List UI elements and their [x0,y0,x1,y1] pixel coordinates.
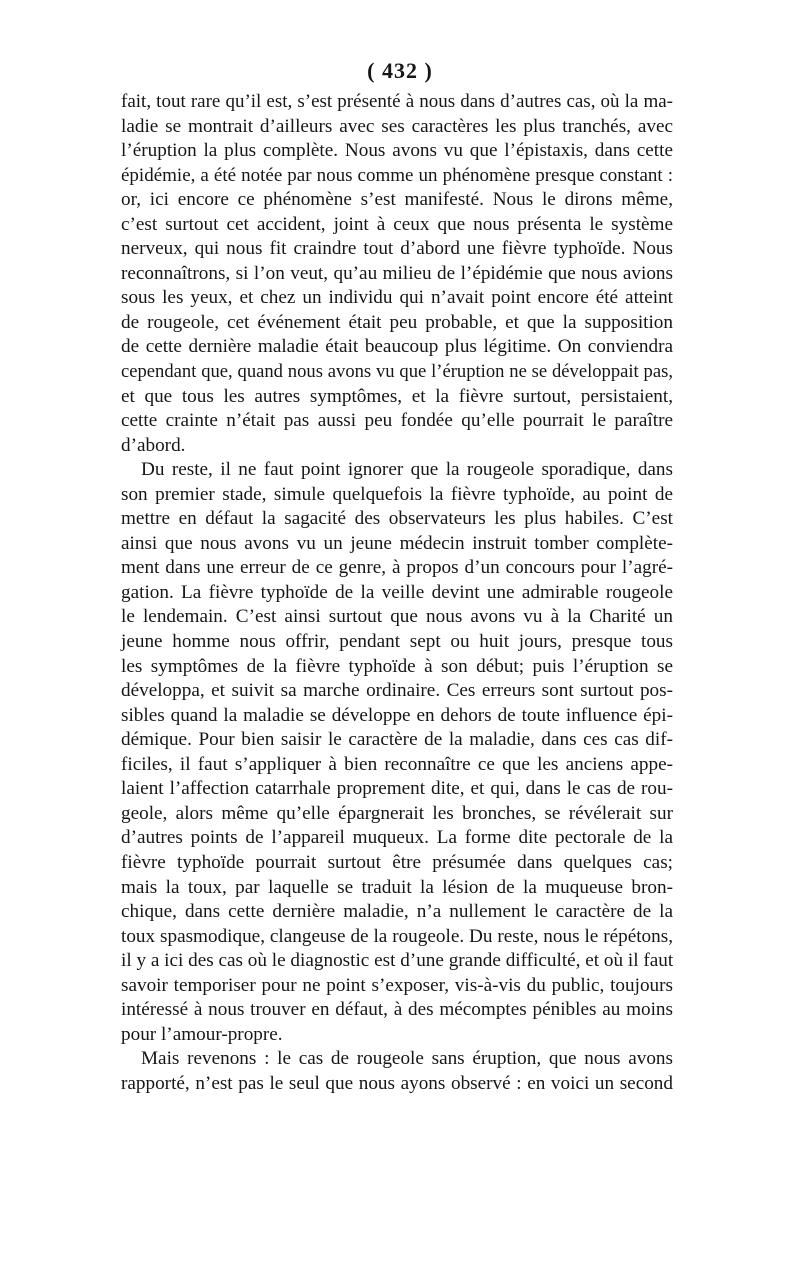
text-line: développa, et suivit sa marche ordinaire. Ces erreurs sont surtout pos- [121,680,673,702]
text-line: chique, dans cette dernière maladie, n’a nullement le caractère de la [121,901,673,923]
text-line: c’est surtout cet accident, joint à ceux que nous présenta le système [121,213,673,235]
text-line: sous les yeux, et chez un individu qui n’avait point encore été atteint [121,287,673,309]
text-line: il y a ici des cas où le diagnostic est d’une grande difficulté, et où il faut [121,950,674,972]
text-line: cette crainte n’était pas aussi peu fondée qu’elle pourrait le paraître [121,410,673,432]
text-line: de rougeole, cet événement était peu probable, et que la supposition [121,311,673,333]
text-line: nerveux, qui nous fit craindre tout d’abord une fièvre typhoïde. Nous [121,238,673,260]
text-line: fait, tout rare qu’il est, s’est présenté à nous dans d’autres cas, où la ma- [121,91,673,112]
text-line: mais la toux, par laquelle se traduit la lésion de la muqueuse bron- [121,876,673,898]
text-line: de cette dernière maladie était beaucoup plus légitime. On conviendra [121,336,673,358]
text-line: savoir temporiser pour ne point s’exposer, vis-à-vis du public, toujours [121,974,673,996]
text-line: l’éruption la plus complète. Nous avons vu que l’épistaxis, dans cette [121,140,673,162]
text-line: épidémie, a été notée par nous comme un phénomène presque constant : [121,164,673,186]
text-line: son premier stade, simule quelquefois la fièvre typhoïde, au point de [121,483,673,505]
text-line: le lendemain. C’est ainsi surtout que nous avons vu à la Charité un [121,606,673,628]
text-line: sibles quand la maladie se développe en dehors de toute influence épi- [121,704,673,726]
text-line: or, ici encore ce phénomène s’est manifesté. Nous le dirons même, [121,189,673,211]
text-line: pour l’amour-propre. [121,1023,283,1045]
text-line: Mais revenons : le cas de rougeole sans éruption, que nous avons [141,1048,673,1070]
text-line: reconnaîtrons, si l’on veut, qu’au milieu de l’épidémie que nous avions [121,262,673,284]
text-line: gation. La fièvre typhoïde de la veille devint une admirable rougeole [121,581,673,603]
text-line: cependant que, quand nous avons vu que l’éruption ne se développait pas, [121,361,673,383]
text-line: intéressé à nous trouver en défaut, à des mécomptes pénibles au moins [121,999,673,1021]
text-line: toux spasmodique, clangeuse de la rougeole. Du reste, nous le répétons, [121,925,673,947]
text-line: d’abord. [121,434,186,456]
text-line: les symptômes de la fièvre typhoïde à son début; puis l’éruption se [121,655,673,677]
text-line: et que tous les autres symptômes, et la fièvre surtout, persistaient, [121,385,673,407]
text-line: démique. Pour bien saisir le caractère de la maladie, dans ces cas dif- [121,729,673,751]
text-line: laient l’affection catarrhale proprement dite, et qui, dans le cas de rou- [121,778,673,800]
body-text [121,90,673,1096]
text-line: jeune homme nous offrir, pendant sept ou huit jours, presque tous [121,631,673,653]
text-line: rapporté, n’est pas le seul que nous ayons observé : en voici un second [121,1072,673,1094]
text-line: ainsi que nous avons vu un jeune médecin instruit tomber complète- [121,532,673,554]
text-line: ladie se montrait d’ailleurs avec ses caractères les plus tranchés, avec [121,115,673,137]
text-line: geole, alors même qu’elle épargnerait les bronches, se révélerait sur [121,802,673,824]
text-line: d’autres points de l’appareil muqueux. La forme dite pectorale de la [121,827,673,849]
text-line: fièvre typhoïde pourrait surtout être présumée dans quelques cas; [121,851,673,873]
page-number: ( 432 ) [367,58,433,83]
text-line: ment dans une erreur de ce genre, à propos d’un concours pour l’agré- [121,557,673,579]
text-line: ficiles, il faut s’appliquer à bien reconnaître ce que les anciens appe- [121,753,673,775]
text-line: Du reste, il ne faut point ignorer que la rougeole sporadique, dans [141,459,673,481]
text-line: mettre en défaut la sagacité des observateurs les plus habiles. C’est [121,508,673,530]
